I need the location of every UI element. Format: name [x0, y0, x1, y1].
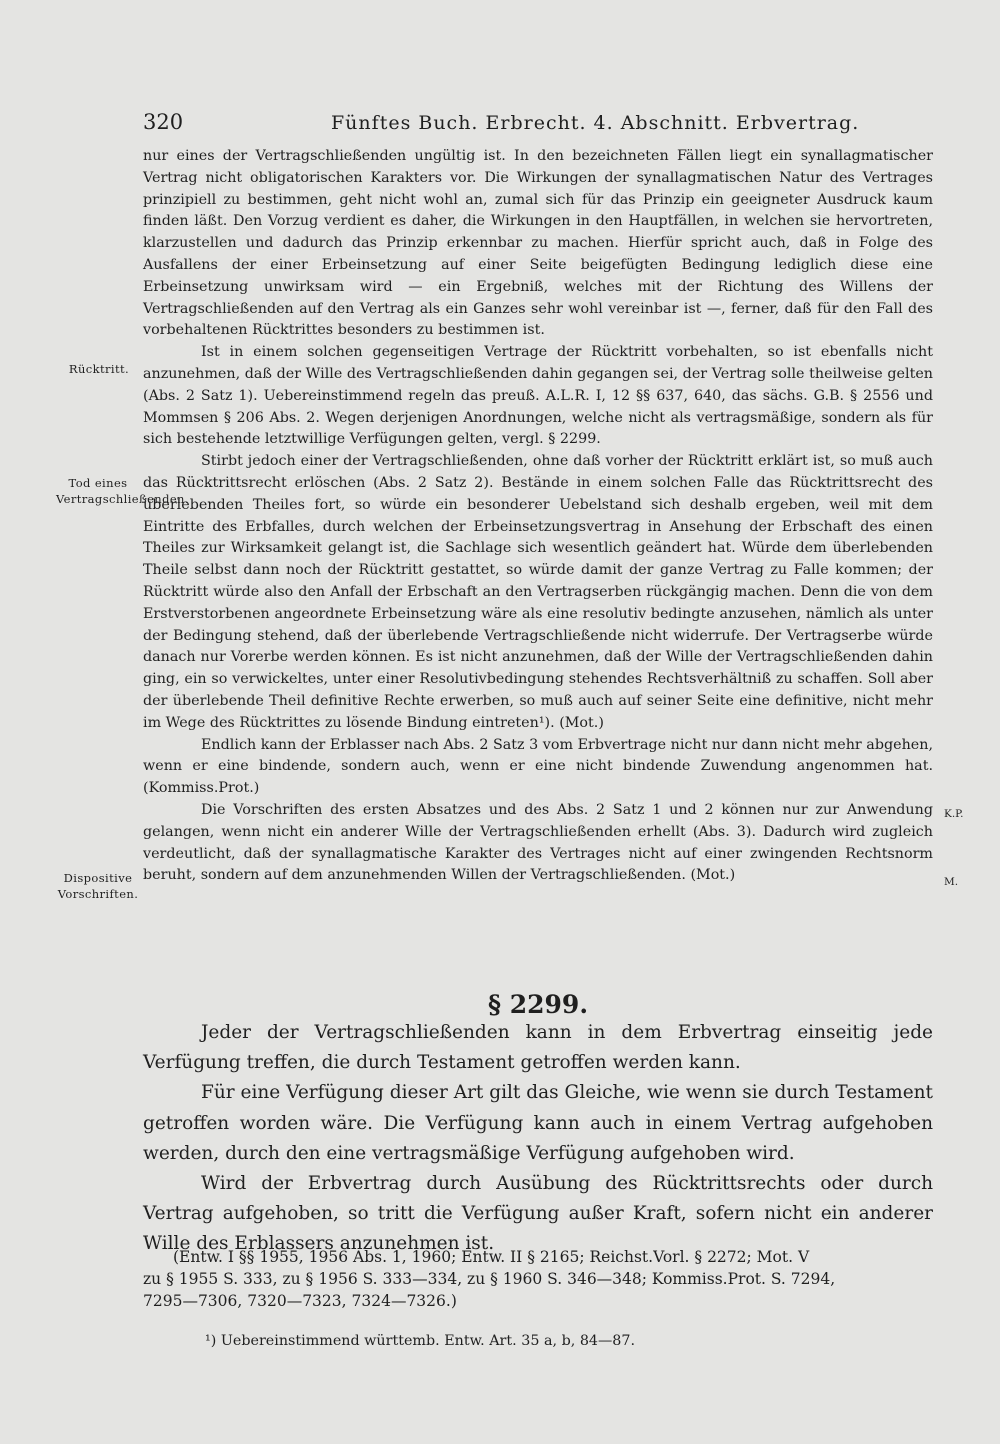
page-number: 320	[143, 110, 184, 134]
source-line: zu § 1955 S. 333, zu § 1956 S. 333—334, zu § 1960 S. 346—348; Kommiss.Prot. S. 7294,	[143, 1270, 836, 1288]
footnote: ¹) Uebereinstimmend württemb. Entw. Art. 35 a, b, 84—87.	[205, 1333, 636, 1349]
running-title: Fünftes Buch. Erbrecht. 4. Abschnitt. Erbvertrag.	[331, 112, 860, 134]
right-note-m: M.	[944, 876, 959, 888]
commentary-paragraph: Ist in einem solchen gegenseitigen Vertrage der Rücktritt vorbehalten, so ist ebenfalls nicht anzunehmen, daß der Wille des Vertragschließenden dahin gegangen sei, der Vertrag solle theilweise gelten (Abs. 2 Satz 1). Uebereinstimmend regeln das preuß. A.L.R. I, 12 §§ 637, 640, das sächs. G.B. § 2556 und Mommsen § 206 Abs. 2. Wegen derjenigen Anordnungen, welche nicht als vertragsmäßige, sondern als für sich bestehende letztwillige Verfügungen gelten, vergl. § 2299.	[143, 344, 933, 448]
statute-paragraph: Jeder der Vertragschließenden kann in dem Erbvertrag einseitig jede Verfügung treffen, die durch Testament getroffen werden kann.	[143, 1022, 933, 1074]
source-line: (Entw. I §§ 1955, 1956 Abs. 1, 1960; Entw. II § 2165; Reichst.Vorl. § 2272; Mot. V	[173, 1248, 810, 1266]
commentary-text	[143, 146, 933, 887]
margin-note-dispositive: Dispositive Vorschriften.	[57, 871, 139, 901]
right-note-kp: K.P.	[944, 808, 964, 820]
commentary-paragraph: Stirbt jedoch einer der Vertragschließenden, ohne daß vorher der Rücktritt erklärt ist, so muß auch das Rücktrittsrecht erlöschen (Abs. 2 Satz 2). Bestände in einem solchen Falle das Rücktrittsrecht des überlebenden Theiles fort, so würde ein besonderer Uebelstand sich deshalb ergeben, weil mit dem Eintritte des Erbfalles, durch welchen der Erbeinsetzungsvertrag in Ansehung der Erbschaft des einen Theiles zur Wirksamkeit gelangt ist, die Sachlage sich wesentlich geändert hat. Würde dem überlebenden Theile selbst dann noch der Rücktritt gestattet, so würde damit der ganze Vertrag zu Falle kommen; der Rücktritt würde also den Anfall der Erbschaft an den Vertragserben rückgängig machen. Denn die von dem Erstverstorbenen angeordnete Erbeinsetzung wäre als eine resolutiv bedingte anzusehen, nämlich als unter der Bedingung stehend, daß der überlebende Vertragschließende nicht widerrufe. Der Vertragserbe würde danach nur Vorerbe werden können. Es ist nicht anzunehmen, daß der Wille der Vertragschließenden dahin ging, ein so verwickeltes, unter einer Resolutivbedingung stehendes Rechtsverhältniß zu schaffen. Soll aber der überlebende Theil definitive Rechte erwerben, so muß auch auf seiner Seite eine definitive, nicht mehr im Wege des Rücktrittes zu lösende Bindung eintreten¹). (Mot.)	[143, 453, 933, 731]
commentary-paragraph: nur eines der Vertragschließenden ungültig ist. In den bezeichneten Fällen liegt ein synallagmatischer Vertrag nicht obligatorischen Karakters vor. Die Wirkungen der synallagmatischen Natur des Vertrages prinzipiell zu bestimmen, geht nicht wohl an, zumal sich für das Prinzip ein geeigneter Ausdruck kaum finden läßt. Den Vorzug verdient es daher, die Wirkungen in den Hauptfällen, in welchen sie hervortreten, klarzustellen und dadurch das Prinzip erkennbar zu machen. Hierfür spricht auch, daß in Folge des Ausfallens der einer Erbeinsetzung auf einer Seite beigefügten Bedingung lediglich diese eine Erbeinsetzung unwirksam wird — ein Ergebniß, welches mit der Richtung des Willens der Vertragschließenden auf den Vertrag als ein Ganzes sehr wohl vereinbar ist —, ferner, daß für den Fall des vorbehaltenen Rücktrittes besonders zu bestimmen ist.	[143, 148, 933, 339]
commentary-paragraph: Die Vorschriften des ersten Absatzes und des Abs. 2 Satz 1 und 2 können nur zur Anwendung gelangen, wenn nicht ein anderer Wille der Vertragschließenden erhellt (Abs. 3). Dadurch wird zugleich verdeutlicht, daß der synallagmatische Karakter des Vertrages nicht auf einer zwingenden Rechtsnorm beruht, sondern auf dem anzunehmenden Willen der Vertragschließenden. (Mot.)	[143, 801, 933, 884]
source-line: 7295—7306, 7320—7323, 7324—7326.)	[143, 1292, 457, 1310]
section-title: § 2299.	[487, 990, 589, 1019]
page-header	[143, 106, 933, 140]
source-references	[143, 1246, 933, 1312]
statute-paragraph: Für eine Verfügung dieser Art gilt das Gleiche, wie wenn sie durch Testament getroffen worden wäre. Die Verfügung kann auch in einem Vertrag aufgehoben werden, durch den eine vertragsmäßige Verfügung aufgehoben wird.	[143, 1082, 933, 1164]
statute-paragraph: Wird der Erbvertrag durch Ausübung des Rücktrittsrechts oder durch Vertrag aufgehoben, so tritt die Verfügung außer Kraft, sofern nicht ein anderer Wille des Erblassers anzunehmen ist.	[143, 1173, 933, 1255]
margin-note-tod: Tod eines Vertragschließenden.	[56, 476, 189, 506]
margin-note-ruecktritt: Rücktritt.	[68, 362, 130, 376]
commentary-paragraph: Endlich kann der Erblasser nach Abs. 2 Satz 3 vom Erbvertrage nicht nur dann nicht mehr abgehen, wenn er eine bindende, sondern auch, wenn er eine nicht bindende Zuwendung angenommen hat. (Kommiss.Prot.)	[143, 736, 933, 797]
statute-text	[143, 1018, 933, 1260]
